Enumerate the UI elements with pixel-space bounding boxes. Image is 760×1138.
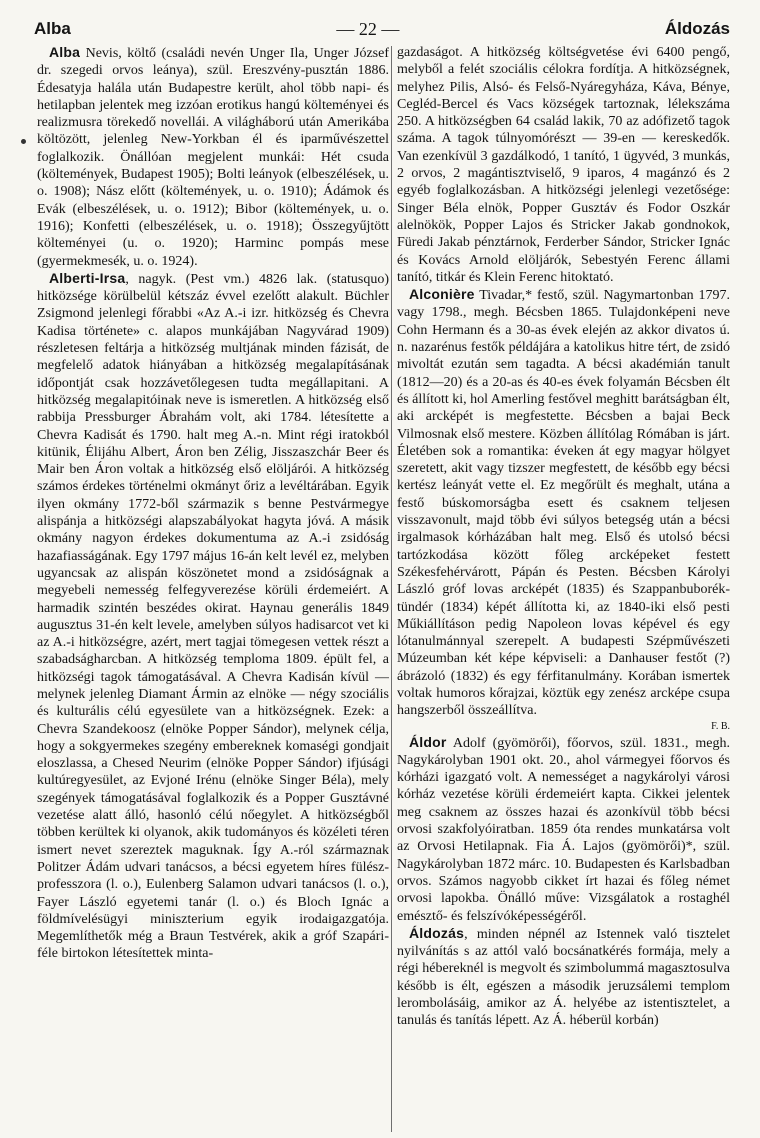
entry-text: Nevis, költő (családi nevén Unger Ila, Unger József dr. szegedi orvos leánya), szül. Ereszvény-pusztán 1886. Édesatyja halála után Budapestre került, ahol több napi- és hetilapban jelentek meg izzóan erotikus hangú költeményei és realizmusra törekedő novellái. A világháború után Amerikába költözött, jelenleg New-Yorkban él és iparművészettel foglalkozik. Önállóan megjelent munkái: Hét csuda (költemények, Budapest 1905); Bolti leányok (elbeszélések, u. o. 1908); Nász előtt (költemények, u. o. 1910); Ádámok és Evák (elbeszélések, u. o. 1912); Bibor (költemények, u. o. 1916); Konfetti (elbeszélések, u. o. 1918); Összegyűjtött költeményei (u. o. 1920); Harminc pompás mese (gyermekmesék, u. o. 1924). — [37, 46, 389, 269]
margin-dot-mark — [21, 139, 26, 144]
entry-alba — [37, 44, 389, 270]
headword: Alconière — [409, 286, 475, 303]
headword: Áldozás — [409, 924, 465, 941]
headword: Alberti-Irsa — [49, 269, 126, 286]
entry-continuation: gazdaságot. A hitközség költségvetése évi 6400 pengő, melyből a felét szociális célokra fordítja. A hitközségnek, melyhez Pilis, Alsó- és Felső-Nyáregyháza, Káva, Bénye, Cegléd-Bercel és Vacs községek tartoznak, lélekszáma 250. A hitközségben 64 család lakik, 70 az adófizető tagok száma. A tagok túlnyomórészt — 39-en — kereskedők. Van ezenkívül 3 gazdálkodó, 1 tanító, 1 ügyvéd, 3 munkás, 2 orvos, 2 magántisztviselő, 9 iparos, 4 magánzó és 2 egyéb foglalkozásban. A hitközségi jelenlegi vezetősége: Singer Béla elnök, Popper Gusztáv és Fodor Oszkár alelnökök, Popper Lajos és Stricker Jakab gondnokok, Füredi Jakab pénztárnok, Ferderber Sándor, Stricker Ignác és Kovács Arnold elöljárók, Sebestyén Ferenc állami tanító, titkár és Klein Ferenc hitoktató. — [397, 45, 730, 285]
header-left-keyword: Alba — [34, 19, 71, 38]
entry-aldor — [397, 734, 730, 925]
entry-aldozas — [397, 925, 730, 1030]
author-signature: F. B. — [711, 720, 730, 732]
running-header — [34, 16, 730, 42]
headword: Áldor — [409, 733, 447, 750]
entry-alberti-irsa — [37, 270, 389, 963]
entry-text: Tivadar,* festő, szül. Nagymartonban 1797. vagy 1798., megh. Bécsben 1865. Tulajdonképeni neve Cohn Hermann és a 30-as évek elején az akkor divatos ú. n. nazarénus festők példájára a katolikus hitre tért, de zsidó mivoltát ezután sem tagadta. A bécsi akadémián tanult (1812—20) és a 20-as és 40-es évek folyamán Bécsben élt és állított ki, hol Amerling festővel meghitt barátságban élt, aki arcképét is megfestette. Bécsben a bajai Beck Vilmosnak első mestere. Közben állítólag Rómában is járt. Életében sok a romantika: éveken át egy magyar hölgyet szeretett, akit vagy tizszer megfestett, de később egy bécsi kertész leányát vette el. Ez megőrült és meghalt, utána a festő búskomorságba esett és csaknem teljesen visszavonult, majd több évi súlyos betegség után a bécsi irgalmasok kórházában halt meg. Első és utolsó bécsi tartózkodása között főleg arcképeket festett Székesfehérvárott, Pápán és Pesten. Bécsben Károlyi László gróf lovas arcképét (1835) és Szappanbuborék-tündér (1834) képét állította ki, az 1840-iki első pesti Műkiállításon pedig Napoleon lovas képével és egy lótanulmánnyal szerepelt. A budapesti Szépművészeti Múzeumban két képe képviseli: a Danhauser festőt (?) ábrázoló (1832) és egy férfitanulmány. Korában ismertek voltak humoros kőrajzai, köztük egy zenész arcképe csupa hangszerből összeállítva. — [397, 288, 730, 719]
entry-alconiere — [397, 286, 730, 733]
entry-text: , nagyk. (Pest vm.) 4826 lak. (statusquo) hitközsége körülbelül kétszáz évvel ezelőtt alakult. Büchler Zsigmond jelenlegi főrabbi «Az A.-i izr. hitközség és Chevra Kadisa története» c. alapos munkájában Nagyvárad 1909) részletesen feltárja a hitközség multjának minden fázisát, de megfelelő adatok hiányában a hitközség megalapításának időpontját csak hozzávetőlegesen tudta megállapitani. A hitközség megalapitóinak neve is ismeretlen. A hitközség első rabbija Pressburger Ábrahám volt, aki 1784. létesítette a Chevra Kadisát és 1790. halt meg A.-n. Mint régi iratokból kitünik, Élijáhu Albert, Áron ben Zélig, Jisszaszchár Beer és Mair ben Áron voltak a hitközség első elöljárói. A hitközség számos érdekes történelmi okmányt őriz a levéltárában. Egyik ilyen okmány 1772-ből származik s benne Pestvármegye alispánja a hitközségi alapszabályokat hagyta jóvá. A másik okmány nagyon érdekes dokumentuma az A.-i zsidóság hazafiasságának. Egy 1797 május 16-án kelt levél ez, melyben ugyancsak az alispán köszönetet mond a zsidóságnak a megyebeli nemesség felfegyverezése körüli érdemeiért. A harmadik szintén beszédes okirat. Haynau generális 1849 augusztus 31-én kelt levele, amelyben súlyos hadisarcot vet ki az A.-i hitközségre, azért, mert tagjai tömegesen vettek részt a szabadságharcban. A hitközség temploma 1809. épült fel, a hitközségi tagok támogatásával. A Chevra Kadisán kívül — melynek jelenleg Diamant Ármin az elnöke — négy szociális és kulturális célú egyesülete van a hitközségnek. Ezek: a Chevra Szandekoosz (elnöke Popper Sándor), melynek célja, hogy a sokgyermekes szegény embereknek komaségi gondjait eloszlassa, a Chesed Neurim (elnöke Popper Sándor) ifjúsági kultúregyesület, az Evjoné Irénu (elnöke Singer Béla), mely szegények támogatásával foglalkozik és a Popper Gusztávné vezetése alatt álló, hasonló célú nőegylet. A hitközségből többen kerültek ki olyanok, akik tudományos és közéleti téren ismert nevet szereztek maguknak. Így A.-ról származnak Politzer Ádám udvari tanácsos, a bécsi egyetem híres fülész-professzora (l. o.), Eulenberg Salamon udvari tanácsos (l. o.), Fayer László egyetemi tanár (l. o.) és Bloch Ignác a földmívelésügyi miniszterium egyik irodaigazgatója. Megemlíthetők még a Braun Testvérek, akik a gróf Szapári-féle birtokon létesítettek minta- — [37, 271, 389, 962]
page-number: — 22 — — [336, 18, 400, 39]
headword: Alba — [49, 44, 81, 60]
right-column — [397, 44, 730, 1132]
entry-text: Adolf (gyömörői), főorvos, szül. 1831., megh. Nagykárolyban 1901 okt. 20., ahol vármegyei főorvos és kórházi igazgató volt. A nemességet a nagykárolyi városi kórház vezetése körüli érdemeiért kapta. Cikkei jelentek meg csaknem az összes hazai és azonkívül több bécsi orvosi szakfolyóiratban. 1859 óta rendes munkatársa volt az Orvosi Hetilapnak. Fia Á. Lajos (gyömörői)*, szül. Nagykárolyban 1872 márc. 10. Budapesten és Karlsbadban orvos. Számos nagyobb cikket írt hazai és főleg német orvosi lapokba. Önálló műve: Vizsgálatok a rostaghél emésztő- és felszívóképességéről. — [397, 735, 730, 924]
column-divider — [391, 46, 392, 1132]
header-right-keyword: Áldozás — [664, 19, 730, 38]
entry-text: , minden népnél az Istennek való tisztelet nyilvánítás s az attól való bocsánatkérés formája, mely a régi hébereknél is megvolt és szimbolummá magasztosulva később is élt, egészen a második jeruzsálemi templom lerombolásáig, amikor az Á. helyébe az istentisztelet, a tanulás és tanítás lépett. Az Á. héberül korbán) — [397, 926, 730, 1029]
left-column — [37, 44, 389, 1132]
